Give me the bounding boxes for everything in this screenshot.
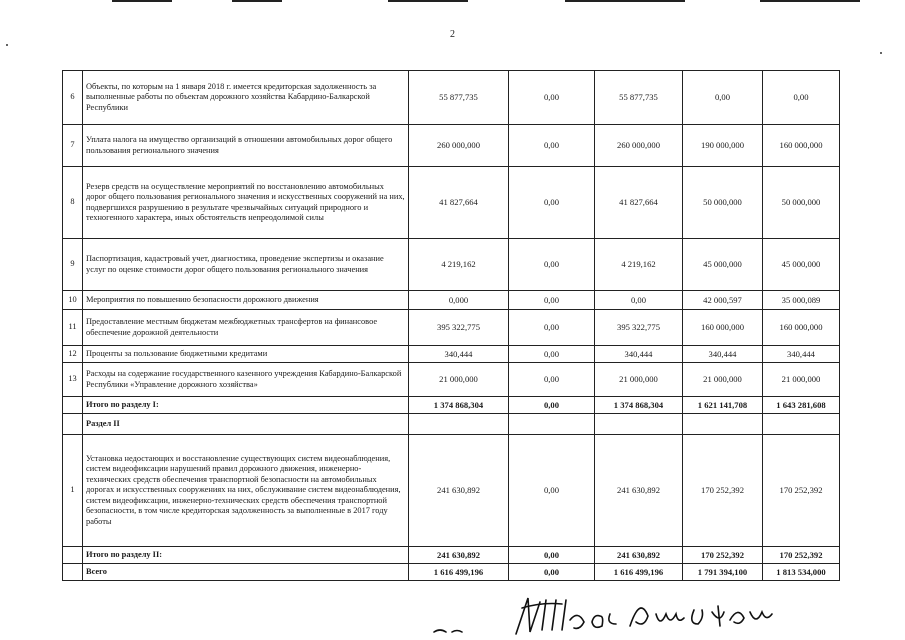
value-cell: 260 000,000 xyxy=(595,125,683,167)
description-cell: Предоставление местным бюджетам межбюджетных трансфертов на финансовое обеспечение дорожной деятельности xyxy=(83,310,409,346)
table-row xyxy=(63,125,840,167)
handwritten-signature xyxy=(430,590,850,640)
value-cell: 4 219,162 xyxy=(409,239,509,291)
page-number: 2 xyxy=(450,29,455,40)
description-cell: Паспортизация, кадастровый учет, диагностика, проведение экспертизы и оказание услуг по оценке стоимости дорог общего пользования регионального значения xyxy=(83,239,409,291)
row-number-cell xyxy=(63,564,83,581)
value-cell: 1 791 394,100 xyxy=(683,564,763,581)
value-cell: 170 252,392 xyxy=(763,547,840,564)
table-row xyxy=(63,346,840,363)
value-cell: 45 000,000 xyxy=(763,239,840,291)
value-cell: 0,00 xyxy=(595,291,683,310)
value-cell: 0,00 xyxy=(509,397,595,414)
value-cell: 0,00 xyxy=(509,310,595,346)
value-cell: 241 630,892 xyxy=(409,547,509,564)
value-cell: 21 000,000 xyxy=(763,363,840,397)
value-cell: 241 630,892 xyxy=(595,435,683,547)
table-row xyxy=(63,435,840,547)
value-cell: 0,00 xyxy=(509,71,595,125)
row-number-cell: 1 xyxy=(63,435,83,547)
description-cell: Уплата налога на имущество организаций в отношении автомобильных дорог общего пользования регионального значения xyxy=(83,125,409,167)
value-cell: 0,00 xyxy=(509,239,595,291)
value-cell: 21 000,000 xyxy=(409,363,509,397)
row-number-cell: 10 xyxy=(63,291,83,310)
description-cell: Итого по разделу II: xyxy=(83,547,409,564)
description-cell: Объекты, по которым на 1 января 2018 г. имеется кредиторская задолженность за выполненные работы по объектам дорожного хозяйства Кабардино-Балкарской Республики xyxy=(83,71,409,125)
value-cell: 170 252,392 xyxy=(683,547,763,564)
value-cell: 340,444 xyxy=(595,346,683,363)
row-number-cell: 11 xyxy=(63,310,83,346)
value-cell: 45 000,000 xyxy=(683,239,763,291)
table-body xyxy=(63,71,840,581)
section-row xyxy=(63,414,840,435)
scan-speck xyxy=(6,44,8,46)
scan-speck xyxy=(880,52,882,54)
value-cell: 395 322,775 xyxy=(595,310,683,346)
value-cell: 1 621 141,708 xyxy=(683,397,763,414)
value-cell: 41 827,664 xyxy=(595,167,683,239)
top-edge-mark xyxy=(232,0,282,2)
value-cell: 1 643 281,608 xyxy=(763,397,840,414)
value-cell: 0,00 xyxy=(509,564,595,581)
value-cell: 340,444 xyxy=(409,346,509,363)
total-row xyxy=(63,564,840,581)
table-row xyxy=(63,239,840,291)
value-cell xyxy=(763,414,840,435)
value-cell: 0,00 xyxy=(763,71,840,125)
value-cell: 170 252,392 xyxy=(683,435,763,547)
description-cell: Проценты за пользование бюджетными кредитами xyxy=(83,346,409,363)
description-cell: Итого по разделу I: xyxy=(83,397,409,414)
value-cell: 41 827,664 xyxy=(409,167,509,239)
value-cell: 241 630,892 xyxy=(409,435,509,547)
value-cell: 0,00 xyxy=(509,167,595,239)
top-edge-mark xyxy=(760,0,860,2)
table-row xyxy=(63,291,840,310)
value-cell: 1 616 499,196 xyxy=(409,564,509,581)
value-cell: 160 000,000 xyxy=(763,310,840,346)
value-cell: 0,00 xyxy=(509,547,595,564)
row-number-cell xyxy=(63,397,83,414)
value-cell xyxy=(683,414,763,435)
value-cell: 241 630,892 xyxy=(595,547,683,564)
row-number-cell xyxy=(63,547,83,564)
table-row xyxy=(63,167,840,239)
value-cell: 35 000,089 xyxy=(763,291,840,310)
value-cell xyxy=(409,414,509,435)
description-cell: Раздел II xyxy=(83,414,409,435)
value-cell: 55 877,735 xyxy=(595,71,683,125)
value-cell: 260 000,000 xyxy=(409,125,509,167)
value-cell: 0,00 xyxy=(509,363,595,397)
row-number-cell: 13 xyxy=(63,363,83,397)
value-cell: 1 813 534,000 xyxy=(763,564,840,581)
value-cell: 50 000,000 xyxy=(763,167,840,239)
row-number-cell: 8 xyxy=(63,167,83,239)
table-row xyxy=(63,71,840,125)
value-cell: 0,00 xyxy=(509,291,595,310)
value-cell xyxy=(509,414,595,435)
value-cell: 0,00 xyxy=(509,435,595,547)
table-row xyxy=(63,310,840,346)
value-cell: 42 000,597 xyxy=(683,291,763,310)
value-cell: 0,00 xyxy=(509,346,595,363)
value-cell: 340,444 xyxy=(683,346,763,363)
value-cell: 190 000,000 xyxy=(683,125,763,167)
row-number-cell: 6 xyxy=(63,71,83,125)
description-cell: Всего xyxy=(83,564,409,581)
value-cell: 160 000,000 xyxy=(763,125,840,167)
value-cell: 395 322,775 xyxy=(409,310,509,346)
description-cell: Резерв средств на осуществление мероприятий по восстановлению автомобильных дорог общего пользования регионального значения и искусственных сооружений на них, подвергшихся разрушению в результате чрезвычайных ситуаций природного и техногенного характера, иных обстоятельств непреодолимой силы xyxy=(83,167,409,239)
description-cell: Расходы на содержание государственного казенного учреждения Кабардино-Балкарской Республики «Управление дорожного хозяйства» xyxy=(83,363,409,397)
value-cell: 0,00 xyxy=(683,71,763,125)
value-cell: 0,00 xyxy=(509,125,595,167)
budget-table xyxy=(62,70,840,581)
row-number-cell xyxy=(63,414,83,435)
value-cell: 21 000,000 xyxy=(683,363,763,397)
row-number-cell: 9 xyxy=(63,239,83,291)
top-edge-mark xyxy=(112,0,172,2)
row-number-cell: 7 xyxy=(63,125,83,167)
description-cell: Установка недостающих и восстановление существующих систем видеонаблюдения, систем видеофиксации нарушений правил дорожного движения, инженерно-технических средств обеспечения транспортной безопасности на автомобильных дорогах и искусственных сооружениях на них, обслуживание систем видеонаблюдения, систем видеофиксации, инженерно-технических средств обеспечения транспортной безопасности, в том числе кредиторская задолженность за выполненные в 2017 году работы xyxy=(83,435,409,547)
value-cell: 1 616 499,196 xyxy=(595,564,683,581)
value-cell: 340,444 xyxy=(763,346,840,363)
table-row xyxy=(63,363,840,397)
value-cell: 0,000 xyxy=(409,291,509,310)
value-cell: 55 877,735 xyxy=(409,71,509,125)
value-cell: 170 252,392 xyxy=(763,435,840,547)
value-cell: 21 000,000 xyxy=(595,363,683,397)
row-number-cell: 12 xyxy=(63,346,83,363)
value-cell xyxy=(595,414,683,435)
value-cell: 1 374 868,304 xyxy=(595,397,683,414)
value-cell: 1 374 868,304 xyxy=(409,397,509,414)
value-cell: 50 000,000 xyxy=(683,167,763,239)
description-cell: Мероприятия по повышению безопасности дорожного движения xyxy=(83,291,409,310)
total-row xyxy=(63,547,840,564)
total-row xyxy=(63,397,840,414)
value-cell: 4 219,162 xyxy=(595,239,683,291)
top-edge-mark xyxy=(565,0,685,2)
value-cell: 160 000,000 xyxy=(683,310,763,346)
top-edge-mark xyxy=(388,0,468,2)
